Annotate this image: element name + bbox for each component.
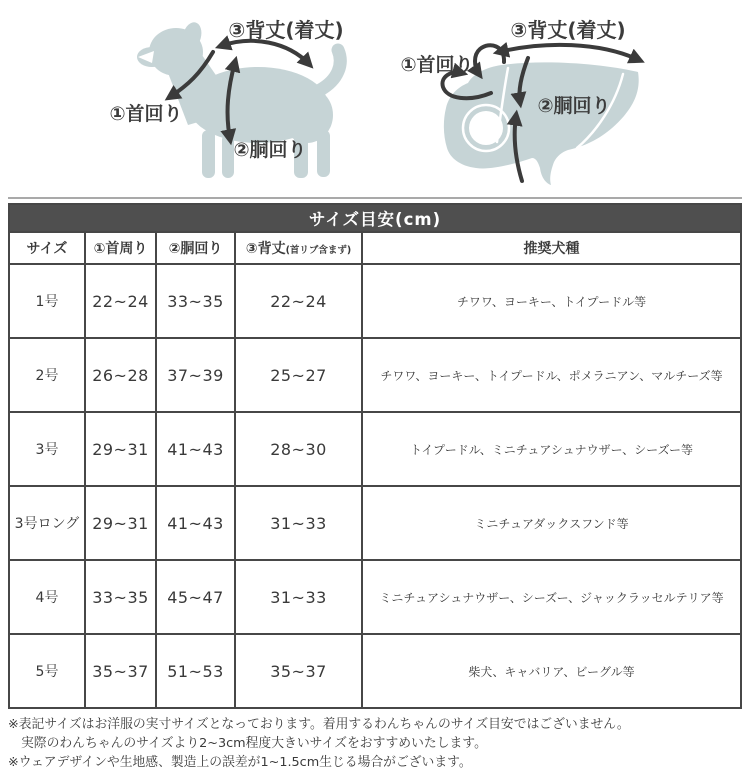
table-row [9, 634, 741, 708]
back-cell: 22~24 [235, 264, 362, 338]
col-header-breeds: 推奨犬種 [362, 232, 741, 264]
garment-back-length-arrow [499, 45, 639, 60]
girth-cell: 41~43 [156, 486, 235, 560]
back-cell: 25~27 [235, 338, 362, 412]
back-cell: 31~33 [235, 486, 362, 560]
col-header-back-length [235, 232, 362, 264]
size-cell: 3号 [9, 412, 85, 486]
garment-neck-label: ①首回り [400, 54, 474, 76]
table-title: サイズ目安(cm) [9, 204, 741, 232]
size-cell: 3号ロング [9, 486, 85, 560]
size-cell: 1号 [9, 264, 85, 338]
size-table [8, 203, 742, 709]
garment-silhouette [444, 62, 639, 185]
size-cell: 4号 [9, 560, 85, 634]
back-cell: 28~30 [235, 412, 362, 486]
girth-cell: 51~53 [156, 634, 235, 708]
neck-cell: 26~28 [85, 338, 156, 412]
table-row [9, 412, 741, 486]
col-header-back-length-note: (首リブ含まず) [285, 245, 352, 256]
breeds-cell: チワワ、ヨーキー、トイプードル等 [362, 264, 741, 338]
col-header-neck: ①首周り [85, 232, 156, 264]
section-divider [8, 197, 742, 199]
column-header-row [9, 232, 741, 264]
measurement-diagram [0, 0, 750, 197]
breeds-cell: 柴犬、キャバリア、ビーグル等 [362, 634, 741, 708]
size-cell: 2号 [9, 338, 85, 412]
girth-cell: 33~35 [156, 264, 235, 338]
breeds-cell: ミニチュアシュナウザー、シーズー、ジャックラッセルテリア等 [362, 560, 741, 634]
girth-cell: 45~47 [156, 560, 235, 634]
breeds-cell: トイプードル、ミニチュアシュナウザー、シーズー等 [362, 412, 741, 486]
neck-cell: 29~31 [85, 412, 156, 486]
neck-cell: 29~31 [85, 486, 156, 560]
table-row [9, 486, 741, 560]
neck-cell: 22~24 [85, 264, 156, 338]
col-header-girth: ②胴回り [156, 232, 235, 264]
table-title-row [9, 204, 741, 232]
size-cell: 5号 [9, 634, 85, 708]
garment-back-length-label: ③背丈(着丈) [510, 18, 626, 42]
girth-cell: 41~43 [156, 412, 235, 486]
neck-cell: 35~37 [85, 634, 156, 708]
footnotes [8, 716, 742, 773]
note-line-3: ※ウェアデザインや生地感、製造上の誤差が1~1.5cm生じる場合がございます。 [8, 754, 472, 770]
girth-cell: 37~39 [156, 338, 235, 412]
garment-girth-label: ②胴回り [537, 95, 611, 117]
back-cell: 35~37 [235, 634, 362, 708]
col-header-back-length-main: ③背丈 [245, 241, 286, 257]
dog-girth-label: ②胴回り [233, 139, 307, 161]
dog-back-length-label: ③背丈(着丈) [228, 18, 344, 42]
breeds-cell: ミニチュアダックスフンド等 [362, 486, 741, 560]
breeds-cell: チワワ、ヨーキー、トイプードル、ポメラニアン、マルチーズ等 [362, 338, 741, 412]
table-row [9, 338, 741, 412]
note-line-2: 実際のわんちゃんのサイズより2~3cm程度大きいサイズをおすすめいたします。 [21, 735, 487, 751]
table-row [9, 560, 741, 634]
col-header-size: サイズ [9, 232, 85, 264]
dog-neck-label: ①首回り [109, 103, 183, 125]
note-line-1: ※表記サイズはお洋服の実寸サイズとなっております。着用するわんちゃんのサイズ目安ではございません。 [8, 717, 630, 732]
neck-cell: 33~35 [85, 560, 156, 634]
back-cell: 31~33 [235, 560, 362, 634]
table-row [9, 264, 741, 338]
